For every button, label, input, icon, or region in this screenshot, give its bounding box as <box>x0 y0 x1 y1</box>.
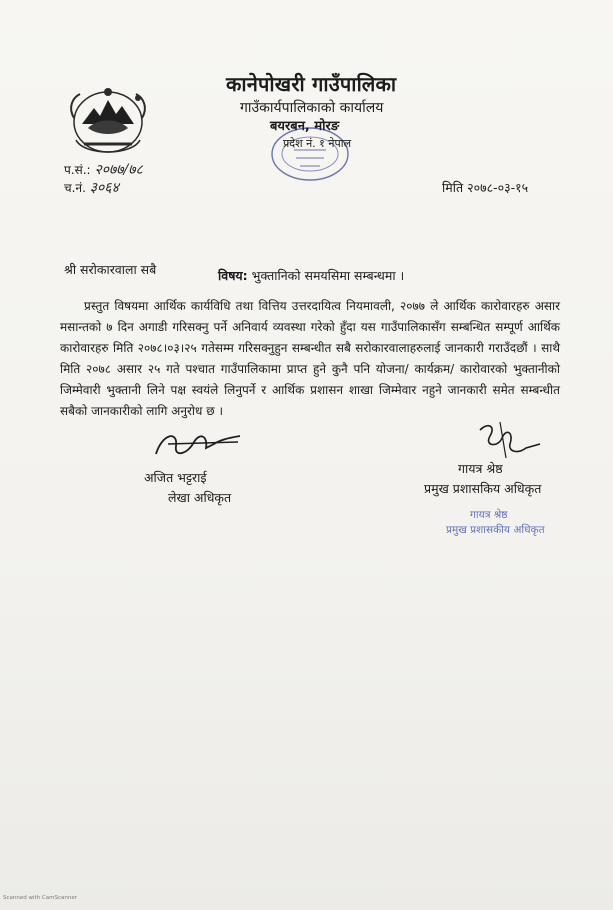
signature-right <box>470 418 550 464</box>
organization-name: कानेपोखरी गाउँपालिका <box>226 72 397 96</box>
signature-left <box>148 424 248 468</box>
subject-label: विषय: <box>218 268 248 283</box>
letter-body <box>60 296 560 422</box>
signatory-right-name: गायत्र श्रेष्ठ <box>458 461 503 476</box>
subject-text: भुक्तानिको समयसिमा सम्बन्धमा । <box>251 268 405 283</box>
patra-value: २०७७/७८ <box>94 162 143 178</box>
office-name: गाउँकार्यपालिकाको कार्यालय <box>240 100 384 116</box>
chalan-value: ३०६४ <box>89 180 119 196</box>
stamp-line-1: गायत्र श्रेष्ठ <box>470 509 508 521</box>
patra-label: प.सं.: <box>64 163 91 177</box>
office-address: बयरबन, मोरङ <box>270 119 340 134</box>
letter-reference-number <box>64 160 143 179</box>
date-label: मिति <box>442 180 464 195</box>
date-value: २०७८-०३-१५ <box>467 180 529 195</box>
nepal-emblem-icon <box>62 78 154 160</box>
subject-line <box>218 267 404 284</box>
scanner-watermark: Scanned with CamScanner <box>3 895 77 901</box>
province-label: प्रदेश नं. १ नेपाल <box>283 137 352 150</box>
chalan-label: च.नं. <box>64 181 86 195</box>
signatory-right-designation: प्रमुख प्रशासकिय अधिकृत <box>424 481 542 496</box>
body-paragraph: प्रस्तुत विषयमा आर्थिक कार्यविधि तथा वित्तिय उत्तरदायित्व नियमावली, २०७७ ले आर्थिक कारोवारहरु असार मसान्तको ७ दिन अगाडी गरिसक्नु पर्ने अनिवार्य व्यवस्था गरेको हुँदा यस गाउँपालिकासँग सम्बन्धित सम्पूर्ण आर्थिक कारोवारहरु मिति २०७८।०३।२५ गतेसम्म गरिसक्नुहुन सम्बन्धीत सबै सरोकारवालाहरुलाई जानकारी गराउँदछौं । साथै मिति २०७८ असार २५ गते पश्चात गाउँपालिकामा प्राप्त हुने कुनै पनि योजना/ कार्यक्रम/ कारोवारको भुक्तानीको जिम्मेवारी भुक्तानी लिने पक्ष स्वयंले लिनुपर्ने र आर्थिक प्रशासन शाखा जिम्मेवार नहुने जानकारी समेत सम्बन्धीत सबैको जानकारीको लागि अनुरोध छ । <box>60 299 560 418</box>
signatory-right <box>424 459 541 499</box>
recipient: श्री सरोकारवाला सबै <box>64 262 157 277</box>
letter-date <box>442 179 528 196</box>
signatory-left-designation: लेखा अधिकृत <box>168 490 232 505</box>
signatory-left-name: अजित भट्टराई <box>144 470 207 485</box>
stamp-line-2: प्रमुख प्रशासकीय अधिकृत <box>446 524 545 536</box>
signatory-left <box>144 468 231 508</box>
name-stamp <box>446 508 545 538</box>
dispatch-number <box>64 178 119 197</box>
